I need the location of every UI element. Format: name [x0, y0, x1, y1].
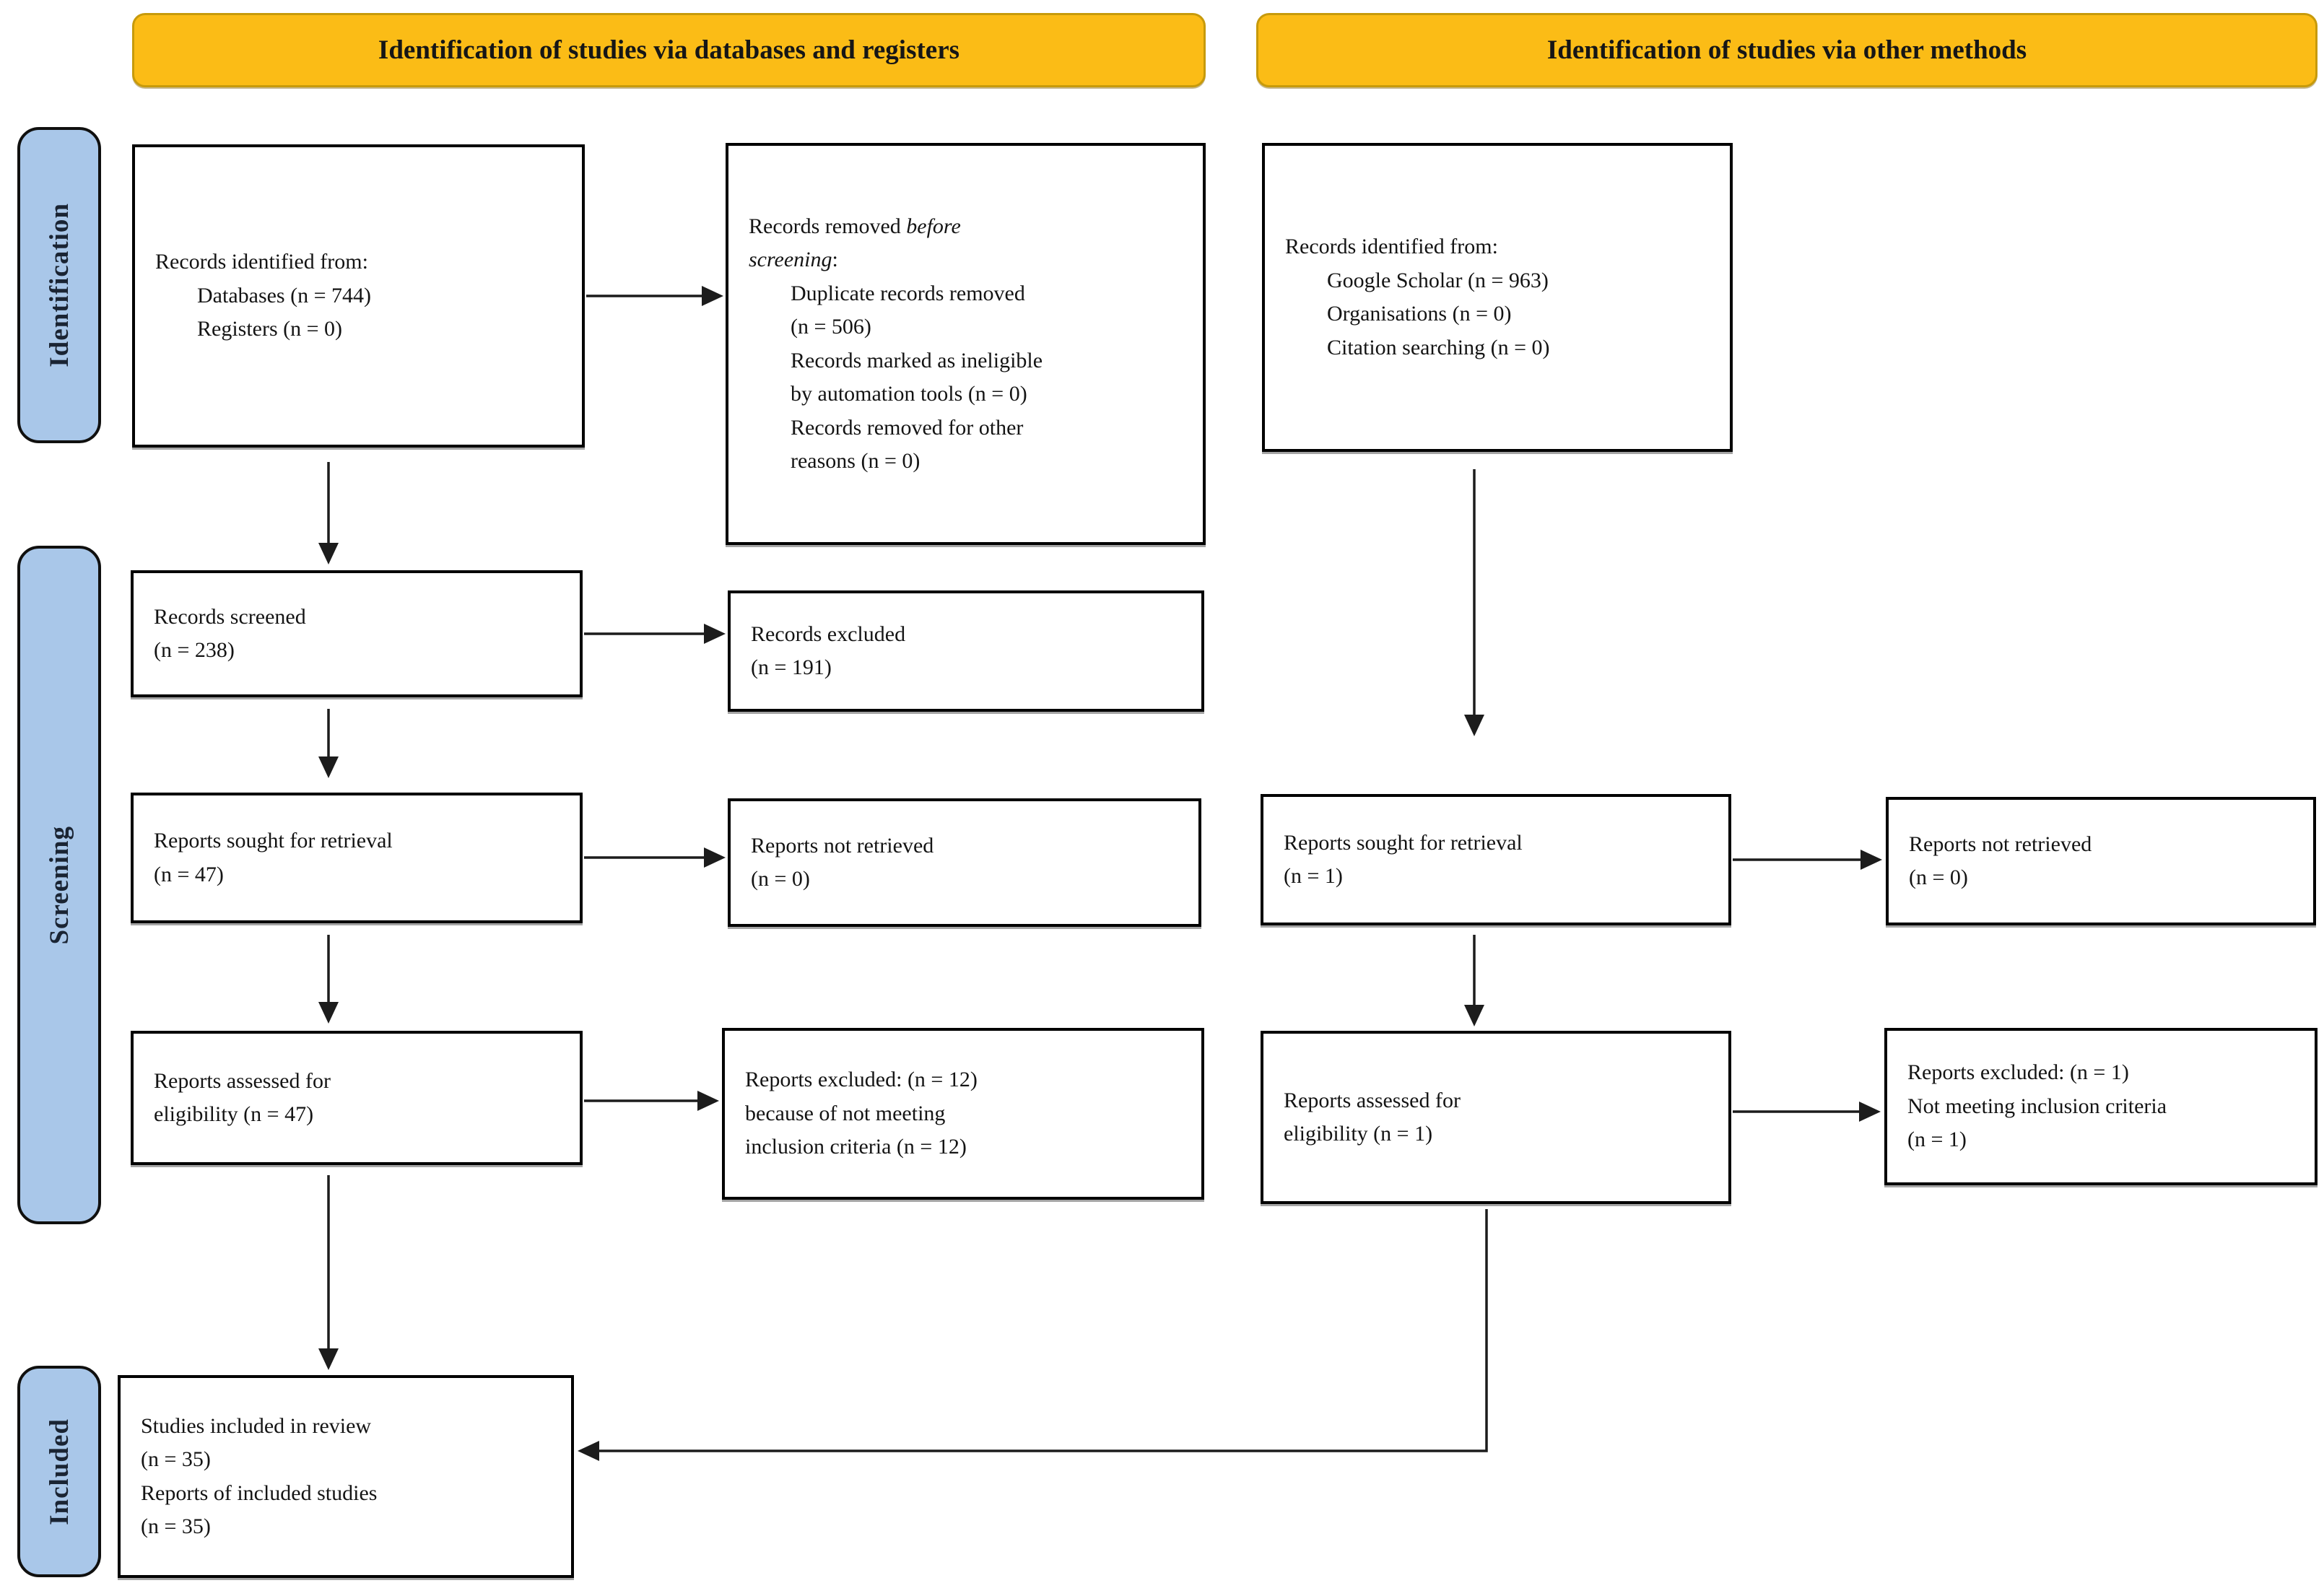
box-records-identified-databases — [132, 144, 585, 448]
box-text-line: screening: — [749, 248, 838, 271]
box-studies-included — [118, 1375, 574, 1578]
arrow-screened-to-excluded — [584, 624, 726, 644]
box-reports-sought-databases — [131, 793, 583, 923]
box-text-line: Reports sought for retrieval — [154, 829, 393, 852]
box-text-line: Records removed for other — [791, 415, 1024, 440]
box-text-line: Citation searching (n = 0) — [1327, 335, 1550, 359]
box-records-screened — [131, 570, 583, 697]
box-text-line: Reports sought for retrieval — [1284, 830, 1523, 855]
box-text-line: eligibility (n = 47) — [154, 1102, 314, 1126]
box-reports-not-retrieved-databases — [728, 798, 1201, 927]
box-text-line: eligibility (n = 1) — [1284, 1122, 1433, 1146]
box-records-removed-before-screening — [726, 143, 1206, 545]
header-databases-label: Identification of studies via databases and registers — [378, 35, 960, 65]
box-text-line: Studies included in review — [141, 1413, 372, 1438]
stage-identification — [17, 127, 101, 443]
box-text-line: Not meeting inclusion criteria — [1907, 1094, 2167, 1118]
box-text-line: Reports excluded: (n = 12) — [745, 1068, 978, 1092]
box-reports-excluded-other — [1884, 1028, 2318, 1185]
header-other-methods-label: Identification of studies via other methods — [1546, 35, 2027, 65]
box-text-line: by automation tools (n = 0) — [791, 382, 1027, 406]
box-text-line: Google Scholar (n = 963) — [1327, 268, 1549, 292]
box-text-line: (n = 0) — [1909, 865, 1968, 889]
stage-screening — [17, 546, 101, 1224]
box-text-line: reasons (n = 0) — [791, 449, 921, 473]
box-text-line: Reports excluded: (n = 1) — [1907, 1060, 2129, 1085]
box-text-line: (n = 191) — [751, 655, 832, 679]
box-reports-not-retrieved-other — [1886, 797, 2316, 925]
stage-screening-label: Screening — [44, 825, 74, 945]
box-text-line: Records screened — [154, 604, 306, 629]
box-text-line: (n = 0) — [751, 867, 810, 891]
box-text-line: Records identified from: — [1285, 235, 1498, 258]
box-text-line: (n = 506) — [791, 315, 871, 339]
stage-identification-label: Identification — [44, 203, 74, 367]
box-reports-assessed-databases — [131, 1031, 583, 1165]
header-other-methods — [1256, 13, 2318, 87]
stage-included — [17, 1366, 101, 1577]
box-text-line: Registers (n = 0) — [197, 317, 343, 341]
box-text-line: Reports not retrieved — [751, 833, 934, 858]
box-records-identified-other — [1262, 143, 1733, 452]
box-text-line: (n = 35) — [141, 1514, 211, 1538]
box-records-excluded — [728, 590, 1204, 712]
box-text-line: (n = 238) — [154, 638, 235, 662]
arrow-other-assessed-to-included — [578, 1209, 1487, 1461]
arrow-identified-to-removed — [586, 286, 723, 306]
box-text-line: inclusion criteria (n = 12) — [745, 1135, 967, 1159]
box-text-line: Reports not retrieved — [1909, 832, 2092, 856]
box-text-line: Reports of included studies — [141, 1480, 378, 1505]
box-text-line: (n = 35) — [141, 1447, 211, 1471]
arrow-assessed-to-included — [318, 1175, 339, 1370]
header-databases-registers — [132, 13, 1206, 87]
box-text-line: Reports assessed for — [1284, 1088, 1461, 1112]
box-reports-assessed-other — [1261, 1031, 1731, 1204]
box-text-line: (n = 47) — [154, 862, 224, 886]
stage-included-label: Included — [44, 1418, 74, 1525]
box-text-line: Organisations (n = 0) — [1327, 302, 1512, 326]
arrow-assessed-to-excluded — [584, 1091, 719, 1111]
arrow-identified-to-screened — [318, 462, 339, 564]
arrow-sought-to-assessed — [318, 935, 339, 1024]
box-text-line: (n = 1) — [1907, 1128, 1967, 1152]
box-text-line: Records removed before — [749, 214, 961, 238]
arrow-other-assessed-to-excluded — [1733, 1102, 1881, 1122]
box-text-line: Databases (n = 744) — [197, 283, 372, 308]
box-text-line: Duplicate records removed — [791, 281, 1025, 305]
box-text-line: Records identified from: — [155, 250, 368, 274]
arrow-other-identified-to-sought — [1464, 469, 1484, 736]
arrow-other-sought-to-assessed — [1464, 935, 1484, 1026]
box-reports-excluded-databases — [722, 1028, 1204, 1200]
box-text-line: Records excluded — [751, 622, 906, 646]
box-text-line: because of not meeting — [745, 1101, 946, 1125]
box-text-line: Records marked as ineligible — [791, 348, 1043, 372]
box-text-line: (n = 1) — [1284, 864, 1343, 888]
arrow-sought-to-not-retrieved — [584, 847, 726, 868]
box-text-line: Reports assessed for — [154, 1068, 331, 1093]
box-reports-sought-other — [1261, 794, 1731, 925]
arrow-screened-to-sought — [318, 709, 339, 778]
arrow-other-sought-to-not-retrieved — [1733, 850, 1882, 870]
